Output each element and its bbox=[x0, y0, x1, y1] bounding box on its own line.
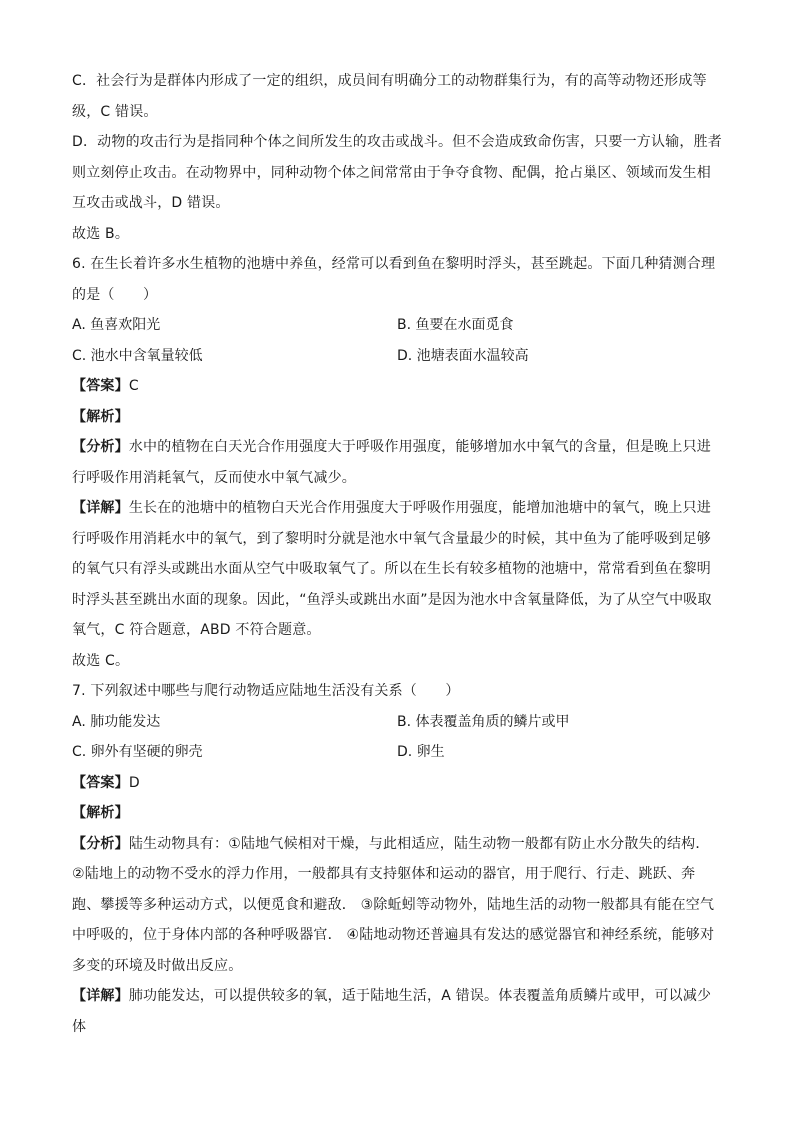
text-paragraph bbox=[72, 676, 722, 707]
section-tag: 【详解】 bbox=[72, 988, 129, 1004]
answer-option: B. 鱼要在水面觅食 bbox=[397, 317, 514, 333]
answer-options-row bbox=[72, 310, 722, 341]
paragraph-text: 6. 在生长着许多水生植物的池塘中养鱼，经常可以看到鱼在黎明时浮头，甚至跳起。下面几种猜测合理的是（ ） bbox=[72, 256, 716, 303]
paragraph-text: C bbox=[128, 378, 139, 394]
tagged-paragraph bbox=[72, 981, 722, 1042]
paragraph-text: 陆生动物具有：①陆地气候相对干燥，与此相适应，陆生动物一般都有防止水分散失的结构． ②陆地上的动物不受水的浮力作用，一般都具有支持躯体和运动的器官，用于爬行、行走、跳跃、奔跑、攀援等多种运动方式，以便觅食和避敌． ③除蚯蚓等动物外，陆地生活的动物一般都具有能在空气中呼吸的，位于身体内部的各种呼吸器官． ④陆地动物还普遍具有发达的感觉器官和神经系统，能够对多变的环境及时做出反应。 bbox=[72, 835, 715, 974]
section-tag: 【分析】 bbox=[72, 835, 129, 852]
tagged-paragraph bbox=[72, 768, 722, 799]
text-paragraph bbox=[72, 66, 722, 127]
answer-option: A. 肺功能发达 bbox=[72, 713, 161, 730]
text-paragraph bbox=[72, 219, 722, 250]
section-tag: 【解析】 bbox=[72, 408, 129, 425]
answer-option: D. 卵生 bbox=[397, 744, 445, 760]
answer-option: C. 卵外有坚硬的卵壳 bbox=[72, 744, 203, 760]
section-tag: 【答案】 bbox=[72, 774, 129, 791]
paragraph-text: 7. 下列叙述中哪些与爬行动物适应陆地生活没有关系（ ） bbox=[72, 683, 460, 699]
tagged-paragraph bbox=[72, 493, 722, 646]
paragraph-text: 故选 C。 bbox=[72, 652, 130, 669]
tagged-paragraph bbox=[72, 402, 722, 433]
tagged-paragraph bbox=[72, 371, 722, 402]
answer-option: B. 体表覆盖角质的鳞片或甲 bbox=[397, 713, 570, 730]
answer-options-row bbox=[72, 737, 722, 768]
text-paragraph bbox=[72, 127, 722, 219]
paragraph-text: C．社会行为是群体内形成了一定的组织，成员间有明确分工的动物群集行为，有的高等动物还形成等级，C 错误。 bbox=[72, 73, 707, 120]
text-paragraph bbox=[72, 249, 722, 310]
answer-options-row bbox=[72, 707, 722, 738]
text-paragraph bbox=[72, 646, 722, 677]
section-tag: 【详解】 bbox=[72, 500, 129, 516]
paragraph-text: D．动物的攻击行为是指同种个体之间所发生的攻击或战斗。但不会造成致命伤害，只要一方认输，胜者则立刻停止攻击。在动物界中，同种动物个体之间常常由于争夺食物、配偶，抢占巢区、领域而发生相互攻击或战斗，D 错误。 bbox=[72, 134, 722, 211]
answer-option: D. 池塘表面水温较高 bbox=[397, 347, 529, 364]
section-tag: 【分析】 bbox=[72, 439, 129, 455]
document-body bbox=[72, 66, 722, 1042]
tagged-paragraph bbox=[72, 432, 722, 493]
tagged-paragraph bbox=[72, 798, 722, 829]
answer-option: A. 鱼喜欢阳光 bbox=[72, 317, 161, 333]
section-tag: 【答案】 bbox=[72, 378, 129, 394]
paragraph-text: D bbox=[128, 774, 140, 791]
section-tag: 【解析】 bbox=[72, 805, 129, 821]
answer-option: C. 池水中含氧量较低 bbox=[72, 347, 203, 364]
paragraph-text: 肺功能发达，可以提供较多的氧，适于陆地生活，A 错误。体表覆盖角质鳞片或甲，可以减少体 bbox=[72, 988, 712, 1035]
paragraph-text: 生长在的池塘中的植物白天光合作用强度大于呼吸作用强度，能增加池塘中的氧气，晚上只进行呼吸作用消耗水中的氧气，到了黎明时分就是池水中氧气含量最少的时候，其中鱼为了能呼吸到足够的氧气只有浮头或跳出水面从空气中吸取氧气了。所以在生长有较多植物的池塘中，常常看到鱼在黎明时浮头甚至跳出水面的现象。因此，“鱼浮头或跳出水面”是因为池水中含氧量降低，为了从空气中吸取氧气，C 符合题意，ABD 不符合题意。 bbox=[72, 500, 712, 638]
answer-options-row bbox=[72, 341, 722, 372]
paragraph-text: 水中的植物在白天光合作用强度大于呼吸作用强度，能够增加水中氧气的含量，但是晚上只进行呼吸作用消耗氧气，反而使水中氧气减少。 bbox=[72, 439, 712, 486]
paragraph-text: 故选 B。 bbox=[72, 225, 130, 242]
tagged-paragraph bbox=[72, 829, 722, 982]
